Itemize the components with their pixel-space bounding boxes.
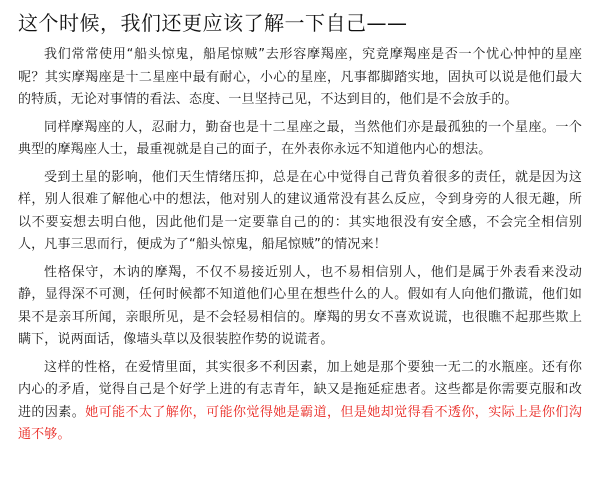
love-advice-text: 这样的性格，在爱情里面，其实很多不利因素，加上她是那个要独一无二的水瓶座。还有你内心的矛盾，觉得自己是个好学上进的有志青年，缺又是拖延症患者。这些都是你需要克服和改进的因素。	[18, 359, 582, 420]
article-title: 这个时候，我们还更应该了解一下自己——	[18, 11, 408, 35]
paragraph-patience: 我们常常使用“船头惊鬼，船尾惊贼”去形容摩羯座，究竟摩羯座是否一个忧心忡忡的星座呢？其实摩羯座是十二星座中最有耐心，小心的星座，凡事都脚踏实地，固执可以说是他们最大的特质，无论对事情的看法、态度、一旦坚持己见，不达到目的，他们是不会放手的。	[18, 47, 582, 107]
paragraph-conservative-nature: 性格保守，木讷的摩羯，不仅不易接近别人，也不易相信别人，他们是属于外表看来没动静，显得深不可测，任何时候都不知道他们心里在想些什么的人。假如有人向他们撒谎，他们如果不是亲耳所闻，亲眼所见，是不会轻易相信的。摩羯的男女不喜欢说谎，也很瞧不起那些欺上瞒下，说两面话，像墙头草以及很装腔作势的说谎者。	[18, 264, 582, 347]
paragraph-love-advice	[18, 357, 582, 447]
highlighted-advice: 她可能不太了解你，可能你觉得她是霸道，但是她却觉得看不透你，实际上是你们沟通不够。	[18, 404, 582, 442]
paragraph-saturn-influence: 受到土星的影响，他们天生情绪压抑，总是在心中觉得自己背负着很多的责任，就是因为这样，别人很难了解他心中的想法，他对别人的建议通常没有甚么反应，令到身旁的人很无趣，所以不要妄想去明白他，因此他们是一定要靠自己的的：其实地很没有安全感，不会完全相信别人，凡事三思而行，便成为了“船头惊鬼，船尾惊贼”的情况来！	[18, 169, 582, 252]
paragraph-endurance: 同样摩羯座的人，忍耐力，勤奋也是十二星座之最，当然他们亦是最孤独的一个星座。一个典型的摩羯座人士，最重视就是自己的面子，在外表你永远不知道他内心的想法。	[18, 119, 582, 157]
